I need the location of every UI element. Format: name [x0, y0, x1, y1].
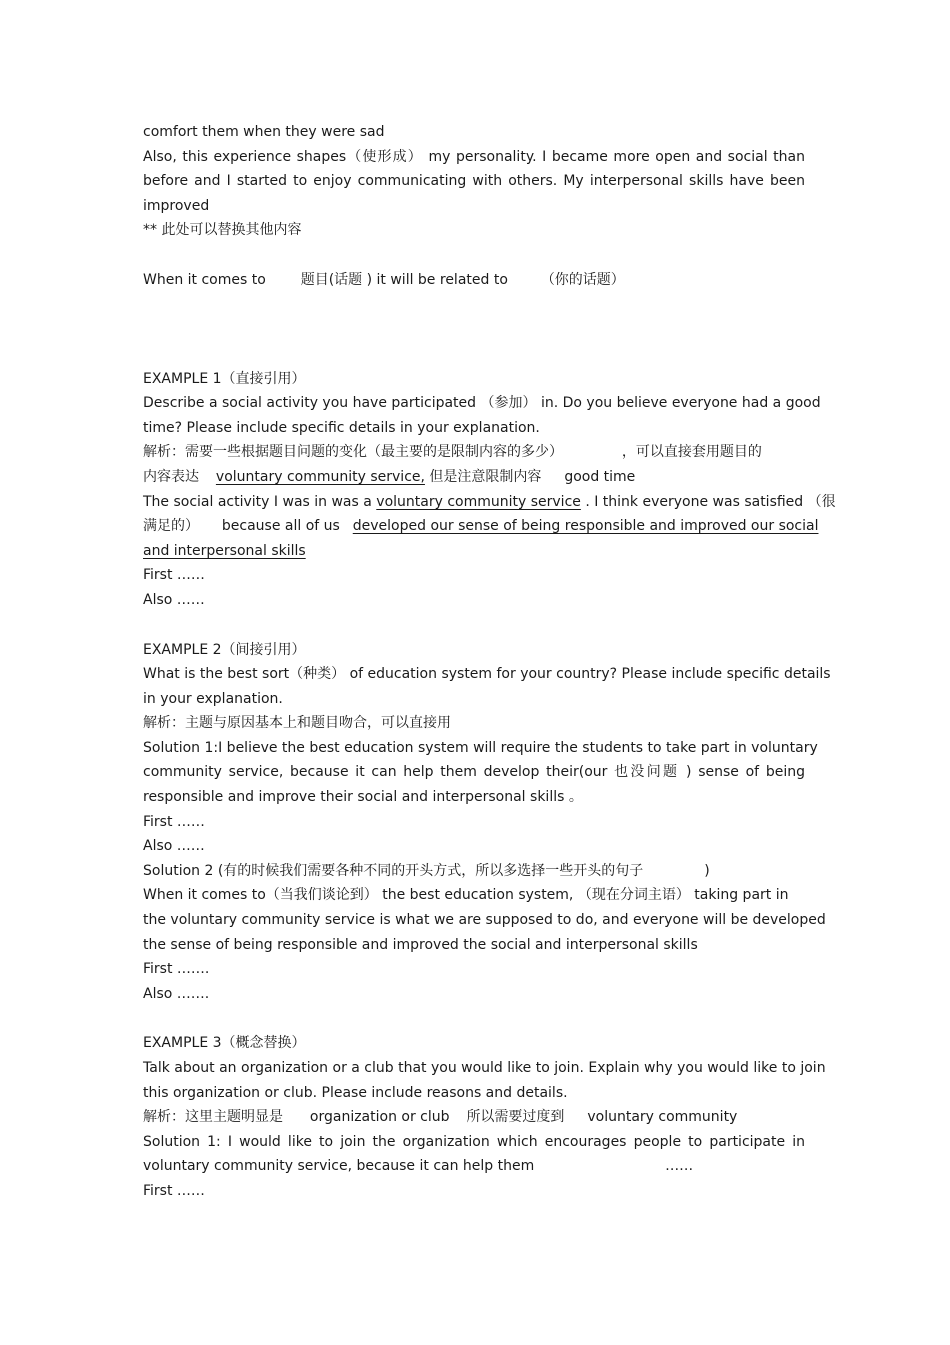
text-span: because all of us: [221, 518, 340, 535]
underlined-text: and interpersonal skills: [143, 542, 306, 559]
text-line: community service, because it can help them develop their(our 也没问题 ) sense of being: [143, 764, 805, 781]
text-line: [143, 859, 805, 884]
text-line: before and I started to enjoy communicating with others. My interpersonal skills have been: [143, 173, 805, 190]
underlined-text: voluntary community service: [376, 493, 581, 510]
text-line: First ……: [143, 567, 205, 584]
text-span: . I think everyone was satisfied （很: [585, 493, 836, 510]
text-line: Also, this experience shapes（使形成） my personality. I became more open and social than: [143, 148, 805, 165]
text-span: organization or club: [309, 1109, 450, 1126]
text-span: ……: [665, 1158, 694, 1175]
text-line: improved: [143, 197, 210, 214]
text-span: 解析：这里主题明显是: [143, 1109, 283, 1126]
text-line: [143, 1105, 805, 1130]
section-title: EXAMPLE 2（间接引用）: [143, 641, 306, 658]
text-line: comfort them when they were sad: [143, 124, 385, 140]
section-title: EXAMPLE 3（概念替换）: [143, 1035, 306, 1052]
text-span: Solution 2 (有的时候我们需要各种不同的开头方式，所以多选择一些开头的句子: [143, 862, 644, 879]
text-line: in your explanation.: [143, 690, 283, 707]
text-line: First ……: [143, 1182, 205, 1199]
text-span: voluntary community service, because it can help them: [143, 1158, 535, 1175]
underlined-text: voluntary community service,: [215, 468, 425, 485]
text-span: The social activity I was in was a: [143, 493, 372, 510]
spacer: [143, 613, 805, 638]
section-title: EXAMPLE 1（直接引用）: [143, 370, 306, 387]
text-line: ** 此处可以替换其他内容: [143, 222, 302, 239]
text-span: voluntary community: [587, 1109, 738, 1126]
text-line: Also ……: [143, 838, 205, 855]
text-line: Solution 1: I would like to join the organization which encourages people to participate in: [143, 1133, 805, 1150]
text-span: 题目(话题 ) it will be related to: [300, 271, 508, 288]
text-span: good time: [564, 468, 636, 485]
text-line: [143, 490, 836, 515]
text-span: 解析：需要一些根据题目问题的变化（最主要的是限制内容的多少）: [143, 444, 563, 461]
text-span: 所以需要过度到: [466, 1109, 565, 1126]
text-line: What is the best sort（种类） of education system for your country? Please include specific details: [143, 666, 831, 683]
spacer: [143, 293, 805, 367]
text-line: responsible and improve their social and interpersonal skills 。: [143, 789, 583, 806]
text-line: First ……: [143, 813, 205, 830]
text-line: Describe a social activity you have participated （参加） in. Do you believe everyone had a good: [143, 395, 821, 412]
text-span: 内容表达: [143, 468, 199, 485]
text-line: Also ……: [143, 591, 205, 608]
text-line: [143, 465, 805, 490]
text-line: [143, 440, 805, 465]
spacer: [143, 1006, 805, 1031]
text-span: When it comes to: [143, 271, 266, 288]
text-line: [143, 1154, 805, 1179]
text-line: 解析：主题与原因基本上和题目吻合，可以直接用: [143, 715, 451, 732]
underlined-text: developed our sense of being responsible and improved our social: [352, 518, 819, 535]
text-line: When it comes to（当我们谈论到） the best education system, （现在分词主语） taking part in: [143, 887, 789, 904]
document-page: [143, 120, 836, 1204]
spacer: [143, 243, 805, 268]
text-span: ，可以直接套用题目的: [621, 444, 762, 461]
text-line: [143, 539, 805, 564]
text-span: 满足的）: [143, 518, 199, 535]
text-line: Solution 1:I believe the best education system will require the students to take part in voluntary: [143, 739, 818, 756]
text-line: [143, 514, 819, 539]
text-line: Talk about an organization or a club that you would like to join. Explain why you would like to join: [143, 1060, 826, 1076]
text-line: First …….: [143, 961, 210, 978]
text-line: the voluntary community service is what we are supposed to do, and everyone will be developed: [143, 912, 826, 929]
text-line: Also …….: [143, 985, 210, 1002]
text-line: [143, 268, 805, 293]
text-span: 但是注意限制内容: [429, 468, 542, 485]
text-line: the sense of being responsible and improved the social and interpersonal skills: [143, 936, 698, 953]
text-span: （你的话题）: [540, 271, 625, 288]
text-line: this organization or club. Please include reasons and details.: [143, 1084, 568, 1101]
text-span: ): [704, 862, 710, 879]
text-line: time? Please include specific details in your explanation.: [143, 419, 540, 436]
